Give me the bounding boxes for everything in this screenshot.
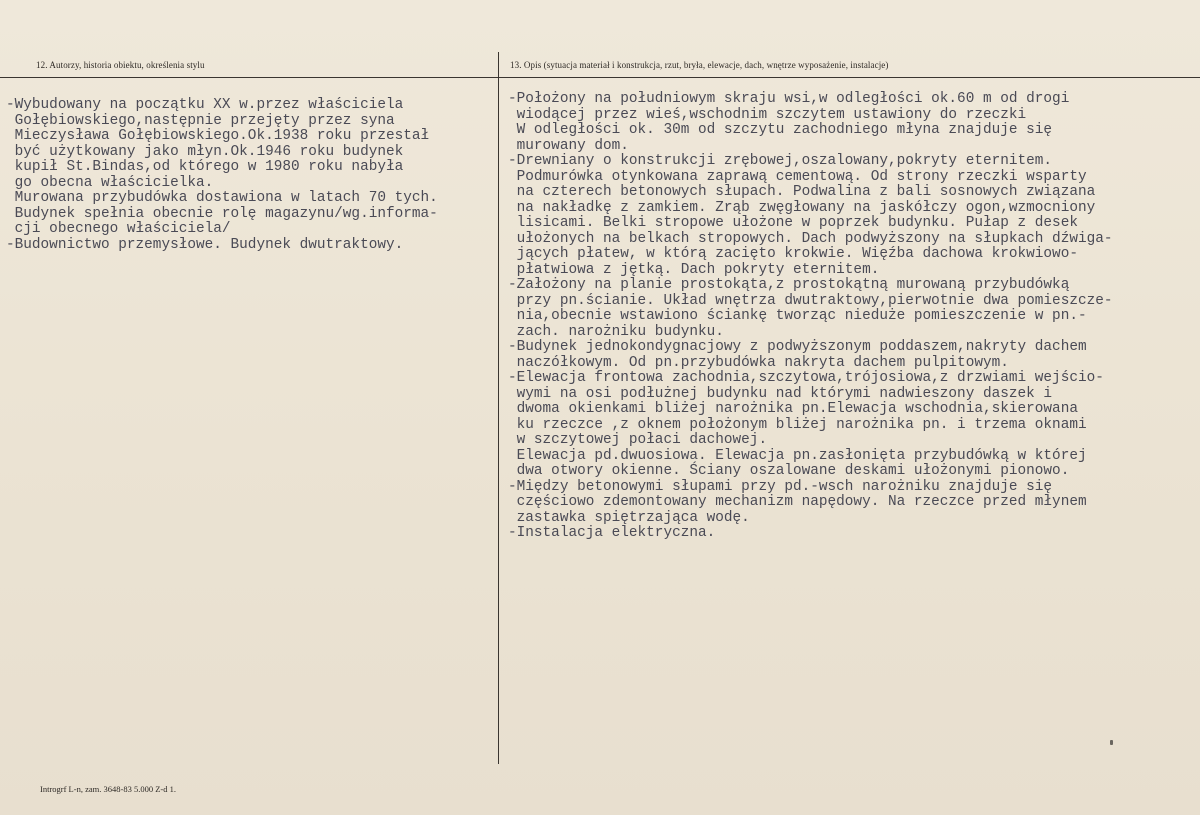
- typed-line: -Wybudowany na początku XX w.przez właściciela: [6, 97, 404, 113]
- typed-line: naczółkowym. Od pn.przybudówka nakryta dachem pulpitowym.: [508, 354, 1009, 371]
- typed-line: W odległości ok. 30m od szczytu zachodniego młyna znajduje się: [508, 122, 1053, 138]
- typed-line: wiodącej przez wieś,wschodnim szczytem ustawiony do rzeczki: [508, 106, 1027, 123]
- vertical-divider: [498, 52, 499, 764]
- typed-line: Mieczysława Gołębiowskiego.Ok.1938 roku przestał: [6, 128, 430, 144]
- typed-line: -Między betonowymi słupami przy pd.-wsch narożniku znajduje się: [508, 478, 1053, 495]
- horizontal-divider: [0, 77, 1200, 78]
- typed-line: na nakładkę z zamkiem. Zrąb zwęgłowany na jaskółczy ogon,wzmocniony: [508, 199, 1096, 216]
- typed-line: Elewacja pd.dwuosiowa. Elewacja pn.zasłonięta przybudówką w której: [508, 447, 1087, 464]
- typed-line: -Założony na planie prostokąta,z prostokątną murowaną przybudówką: [508, 277, 1070, 293]
- typed-line: przy pn.ścianie. Układ wnętrza dwutraktowy,pierwotnie dwa pomieszcze-: [508, 292, 1113, 309]
- typed-line: go obecna właścicielka.: [6, 174, 214, 191]
- section-13-heading: 13. Opis (sytuacja materiał i konstrukcja, rzut, bryła, elewacje, dach, wnętrze wyposażenie, instalacje): [510, 60, 889, 70]
- typed-line: -Budynek jednokondygnacjowy z podwyższonym poddaszem,nakryty dachem: [508, 339, 1087, 355]
- typed-line: Murowana przybudówka dostawiona w latach 70 tych.: [6, 190, 438, 206]
- typed-line: wymi na osi podłużnej budynku nad którymi nadwieszony daszek i: [508, 385, 1053, 402]
- typed-line: lisicami. Belki stropowe ułożone w poprzek budynku. Pułap z desek: [508, 215, 1078, 231]
- typed-line: dwa otwory okienne. Ściany oszalowane deskami ułożonymi pionowo.: [508, 463, 1070, 479]
- typed-line: dwoma okienkami bliżej narożnika pn.Elewacja wschodnia,skierowana: [508, 401, 1078, 417]
- history-typed-text: [6, 98, 438, 253]
- typed-line: na czterech betonowych słupach. Podwalina z bali sosnowych związana: [508, 184, 1096, 200]
- typed-line: kupił St.Bindas,od którego w 1980 roku nabyła: [6, 159, 404, 175]
- typed-line: -Budownictwo przemysłowe. Budynek dwutraktowy.: [6, 236, 404, 253]
- typed-line: być użytkowany jako młyn.Ok.1946 roku budynek: [6, 143, 404, 160]
- typed-line: Budynek spełnia obecnie rolę magazynu/wg.informa-: [6, 205, 438, 222]
- typed-line: zach. narożniku budynku.: [508, 323, 724, 340]
- typed-line: jących płatew, w którą zacięto krokwie. Więźba dachowa krokwiowo-: [508, 246, 1078, 262]
- typed-line: nia,obecnie wstawiono ściankę tworząc nieduże pomieszczenie w pn.-: [508, 308, 1087, 324]
- typed-line: -Elewacja frontowa zachodnia,szczytowa,trójosiowa,z drzwiami wejścio-: [508, 370, 1104, 386]
- typed-line: ku rzeczce ,z oknem położonym bliżej narożnika pn. i trzema oknami: [508, 416, 1087, 433]
- section-12-heading: 12. Autorzy, historia obiektu, określenia stylu: [36, 60, 205, 70]
- typed-line: -Instalacja elektryczna.: [508, 525, 716, 541]
- typed-line: murowany dom.: [508, 137, 629, 154]
- description-typed-text: [508, 92, 1113, 542]
- typed-line: -Położony na południowym skraju wsi,w odległości ok.60 m od drogi: [508, 91, 1070, 107]
- typed-line: płatwiowa z jętką. Dach pokryty eternitem.: [508, 261, 880, 278]
- typed-line: częściowo zdemontowany mechanizm napędowy. Na rzeczce przed młynem: [508, 494, 1087, 510]
- typed-line: w szczytowej połaci dachowej.: [508, 432, 768, 448]
- print-footer: Introgrf L-n, zam. 3648-83 5.000 Z-d 1.: [40, 784, 176, 794]
- typed-line: zastawka spiętrzająca wodę.: [508, 509, 750, 526]
- typed-line: Podmurówka otynkowana zaprawą cementową. Od strony rzeczki wsparty: [508, 168, 1087, 185]
- typed-line: -Drewniany o konstrukcji zrębowej,oszalowany,pokryty eternitem.: [508, 153, 1053, 169]
- typed-line: Gołębiowskiego,następnie przejęty przez syna: [6, 112, 395, 129]
- typed-line: ułożonych na belkach stropowych. Dach podwyższony na słupkach dźwiga-: [508, 230, 1113, 247]
- typed-line: cji obecnego właściciela/: [6, 221, 231, 237]
- paper-mark: [1110, 740, 1113, 745]
